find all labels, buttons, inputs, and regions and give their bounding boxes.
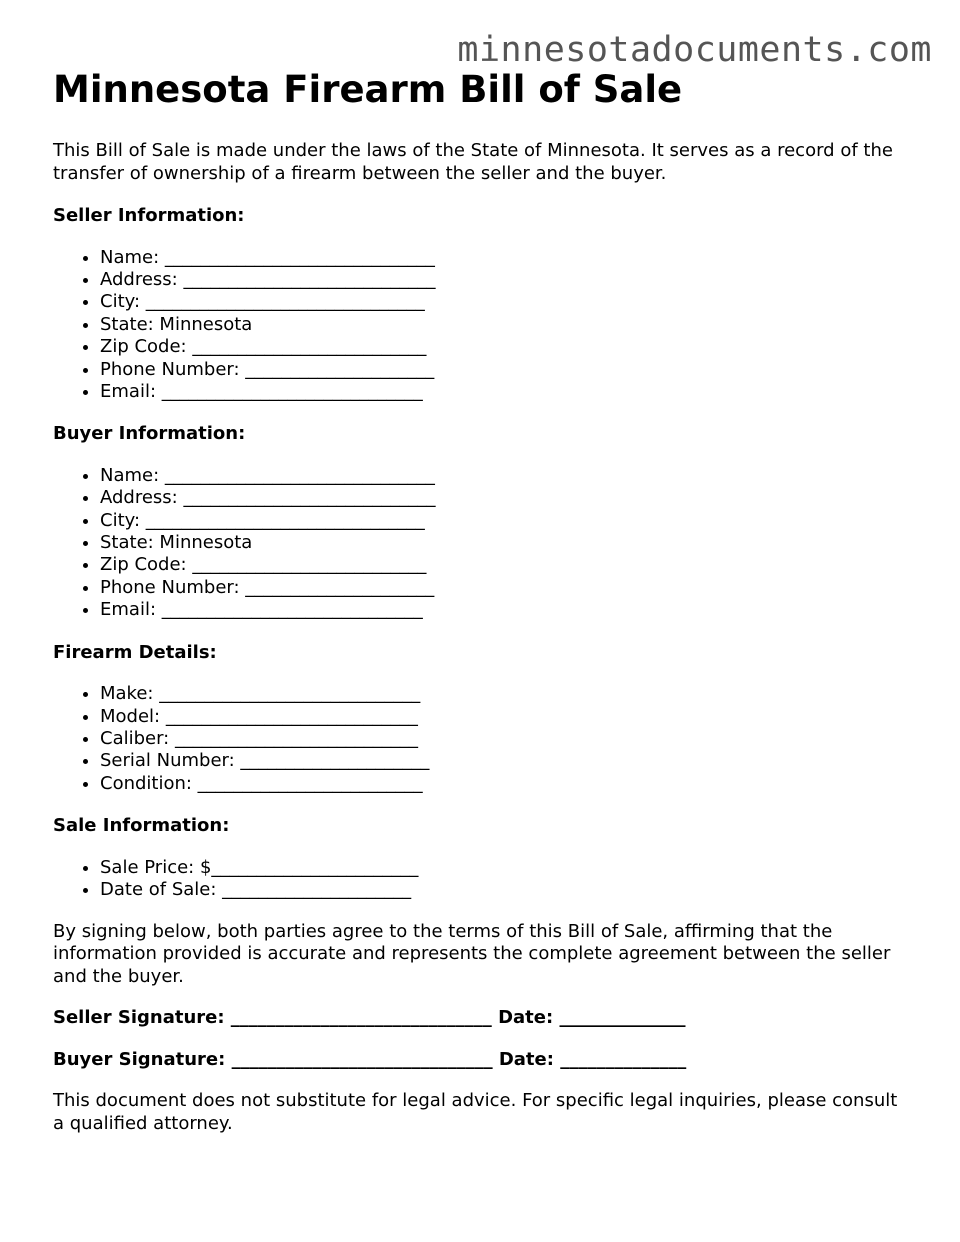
buyer-signature-line: Buyer Signature: _____________________________ Date: ______________ <box>53 1048 687 1070</box>
firearm-section-heading: Firearm Details: <box>53 641 217 663</box>
seller-section-heading: Seller Information: <box>53 205 245 226</box>
sale-field-list <box>53 857 913 902</box>
sale-section-heading: Sale Information: <box>53 815 230 837</box>
firearm-serial-field: • Serial Number: _____________________ <box>100 750 913 772</box>
document-body <box>53 68 913 1135</box>
buyer-field-list <box>53 465 913 622</box>
buyer-section-heading: Buyer Information: <box>53 423 246 445</box>
buyer-email-field: • Email: _____________________________ <box>100 599 913 621</box>
seller-field-list <box>53 247 913 404</box>
agreement-paragraph: By signing below, both parties agree to the terms of this Bill of Sale, affirming that the information provided is accurate and represents the complete agreement between the seller and the buyer. <box>53 920 891 987</box>
sale-date-field: • Date of Sale: _____________________ <box>100 879 913 901</box>
intro-paragraph: This Bill of Sale is made under the laws of the State of Minnesota. It serves as a record of the transfer of ownership of a firearm between the seller and the buyer. <box>53 140 893 184</box>
seller-name-field: • Name: ______________________________ <box>100 247 913 269</box>
disclaimer-paragraph: This document does not substitute for legal advice. For specific legal inquiries, please consult a qualified attorney. <box>53 1090 898 1134</box>
seller-email-field: • Email: _____________________________ <box>100 381 913 403</box>
buyer-city-field: • City: _______________________________ <box>100 510 913 532</box>
buyer-name-field: • Name: ______________________________ <box>100 465 913 487</box>
seller-zip-field: • Zip Code: __________________________ <box>100 336 913 358</box>
seller-city-field: • City: _______________________________ <box>100 291 913 313</box>
firearm-condition-field: • Condition: _________________________ <box>100 773 913 795</box>
page-title: Minnesota Firearm Bill of Sale <box>53 68 683 111</box>
seller-phone-field: • Phone Number: _____________________ <box>100 359 913 381</box>
watermark-site-name: minnesotadocuments.com <box>457 30 932 70</box>
seller-state-field: • State: Minnesota <box>100 314 913 336</box>
firearm-field-list <box>53 683 913 795</box>
seller-address-field: • Address: ____________________________ <box>100 269 913 291</box>
buyer-state-field: • State: Minnesota <box>100 532 913 554</box>
firearm-caliber-field: • Caliber: ___________________________ <box>100 728 913 750</box>
buyer-phone-field: • Phone Number: _____________________ <box>100 577 913 599</box>
firearm-make-field: • Make: _____________________________ <box>100 683 913 705</box>
buyer-zip-field: • Zip Code: __________________________ <box>100 554 913 576</box>
sale-price-field: • Sale Price: $_______________________ <box>100 857 913 879</box>
seller-signature-line: Seller Signature: _____________________________ Date: ______________ <box>53 1007 686 1029</box>
firearm-model-field: • Model: ____________________________ <box>100 706 913 728</box>
buyer-address-field: • Address: ____________________________ <box>100 487 913 509</box>
